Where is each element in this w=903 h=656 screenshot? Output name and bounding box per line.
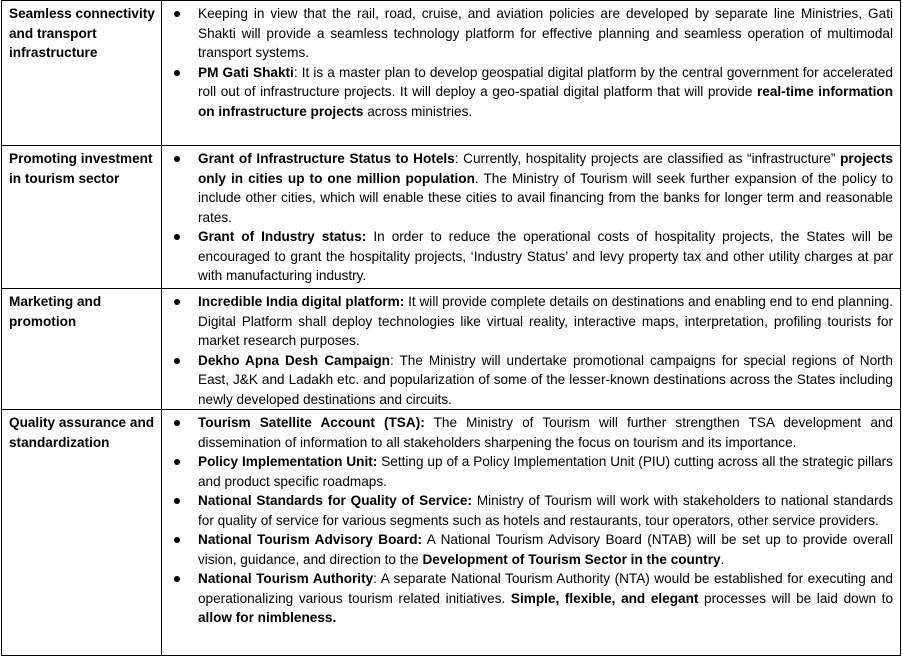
list-item	[162, 351, 893, 410]
body-text: : A separate National Tourism Authority (NTA) would be established for executing and operationalizing various tourism related initiatives.	[198, 571, 893, 606]
body-text: : The Ministry will undertake promotional campaigns for special regions of North East, J&K and Ladakh etc. and popularization of some of the lesser-known destinations across the States including newly developed destinations and circuits.	[198, 352, 893, 407]
table-row	[2, 146, 901, 289]
bullet-icon	[174, 498, 180, 504]
body-text: Keeping in view that the rail, road, cruise, and aviation policies are developed by separate line Ministries, Gati Shakti will provide a seamless technology platform for effective planning and seamless operation of multimodal transport systems.	[198, 6, 893, 60]
body-text: The Ministry of Tourism will further strengthen TSA development and dissemination of information to all stakeholders sharpening the focus on tourism and its importance.	[198, 415, 893, 450]
table-row	[2, 1, 901, 146]
list-item	[162, 569, 893, 628]
body-text: .	[720, 551, 725, 567]
bold-text: projects only in cities up to one million population	[198, 151, 893, 186]
table-row	[2, 289, 901, 410]
list-item	[162, 491, 893, 530]
bullet-list	[162, 149, 893, 286]
category-cell: Promoting investment in tourism sector	[2, 146, 162, 289]
bullet-icon	[174, 576, 180, 582]
bold-text: National Tourism Advisory Board:	[198, 532, 423, 547]
bullet-icon	[174, 234, 180, 240]
bold-text: Grant of Industry status:	[198, 229, 367, 244]
bold-text: Tourism Satellite Account (TSA):	[198, 415, 425, 430]
list-item	[162, 227, 893, 286]
body-text: processes will be laid down to	[698, 590, 894, 606]
bold-text: allow for nimbleness.	[198, 610, 337, 625]
body-text: : It is a master plan to develop geospatial digital platform by the central government for accelerated roll out of infrastructure projects. It will deploy a geo-spatial digital platform that will provide	[198, 64, 893, 99]
list-item	[162, 530, 893, 569]
bold-text: National Standards for Quality of Service:	[198, 493, 473, 508]
body-text: A National Tourism Advisory Board (NTAB) will be set up to provide overall vision, guidance, and direction to the	[198, 532, 893, 567]
body-text: across ministries.	[363, 103, 473, 119]
content-cell	[162, 289, 901, 410]
list-item	[162, 292, 893, 351]
policy-table	[1, 0, 901, 656]
list-item	[162, 149, 893, 227]
bullet-list	[162, 413, 893, 628]
body-text: . The Ministry of Tourism will seek further expansion of the policy to include other cities, which will enable these cities to avail financing from the banks for longer term and reasonable rates.	[198, 170, 894, 225]
bold-text: Grant of Infrastructure Status to Hotels	[198, 151, 455, 166]
bold-text: real-time information on infrastructure projects	[198, 84, 893, 119]
content-cell	[162, 1, 901, 146]
table-row	[2, 410, 901, 656]
bullet-icon	[174, 420, 180, 426]
category-cell: Seamless connectivity and transport infrastructure	[2, 1, 162, 146]
list-item	[162, 452, 893, 491]
category-cell: Quality assurance and standardization	[2, 410, 162, 656]
bold-text: PM Gati Shakti	[198, 64, 294, 80]
bullet-icon	[174, 537, 180, 543]
policy-table-body	[2, 1, 901, 656]
body-text: It will provide complete details on destinations and enabling end to end planning. Digital Platform shall deploy technologies like virtual reality, interactive maps, interpretation, profiling tourists for market research purposes.	[198, 294, 893, 348]
bold-text: Policy Implementation Unit:	[198, 454, 378, 469]
content-cell	[162, 410, 901, 656]
bullet-icon	[174, 358, 180, 364]
bold-text: Development of Tourism Sector in the country	[422, 551, 721, 567]
bullet-icon	[174, 70, 180, 76]
bullet-icon	[174, 299, 180, 305]
bold-text: Incredible India digital platform:	[198, 294, 405, 309]
bold-text: Simple, flexible, and elegant	[510, 590, 699, 606]
body-text: : Currently, hospitality projects are classified as “infrastructure”	[454, 151, 841, 166]
bullet-icon	[174, 156, 180, 162]
list-item	[162, 4, 893, 63]
list-item	[162, 63, 893, 122]
bullet-icon	[174, 11, 180, 17]
category-cell: Marketing and promotion	[2, 289, 162, 410]
bold-text: Dekho Apna Desh Campaign	[198, 352, 390, 368]
bullet-list	[162, 4, 893, 121]
list-item	[162, 413, 893, 452]
bold-text: National Tourism Authority	[198, 571, 374, 586]
body-text: Setting up of a Policy Implementation Unit (PIU) cutting across all the strategic pillars and product specific roadmaps.	[198, 454, 893, 489]
body-text: Ministry of Tourism will work with stakeholders to national standards for quality of service for various segments such as hotels and restaurants, tour operators, other service providers.	[198, 493, 893, 528]
bullet-list	[162, 292, 893, 409]
body-text: In order to reduce the operational costs of hospitality projects, the States will be encouraged to grant the hospitality projects, ‘Industry Status’ and levy property tax and other utility charges at par with manufacturing industry.	[198, 229, 893, 283]
content-cell	[162, 146, 901, 289]
bullet-icon	[174, 459, 180, 465]
